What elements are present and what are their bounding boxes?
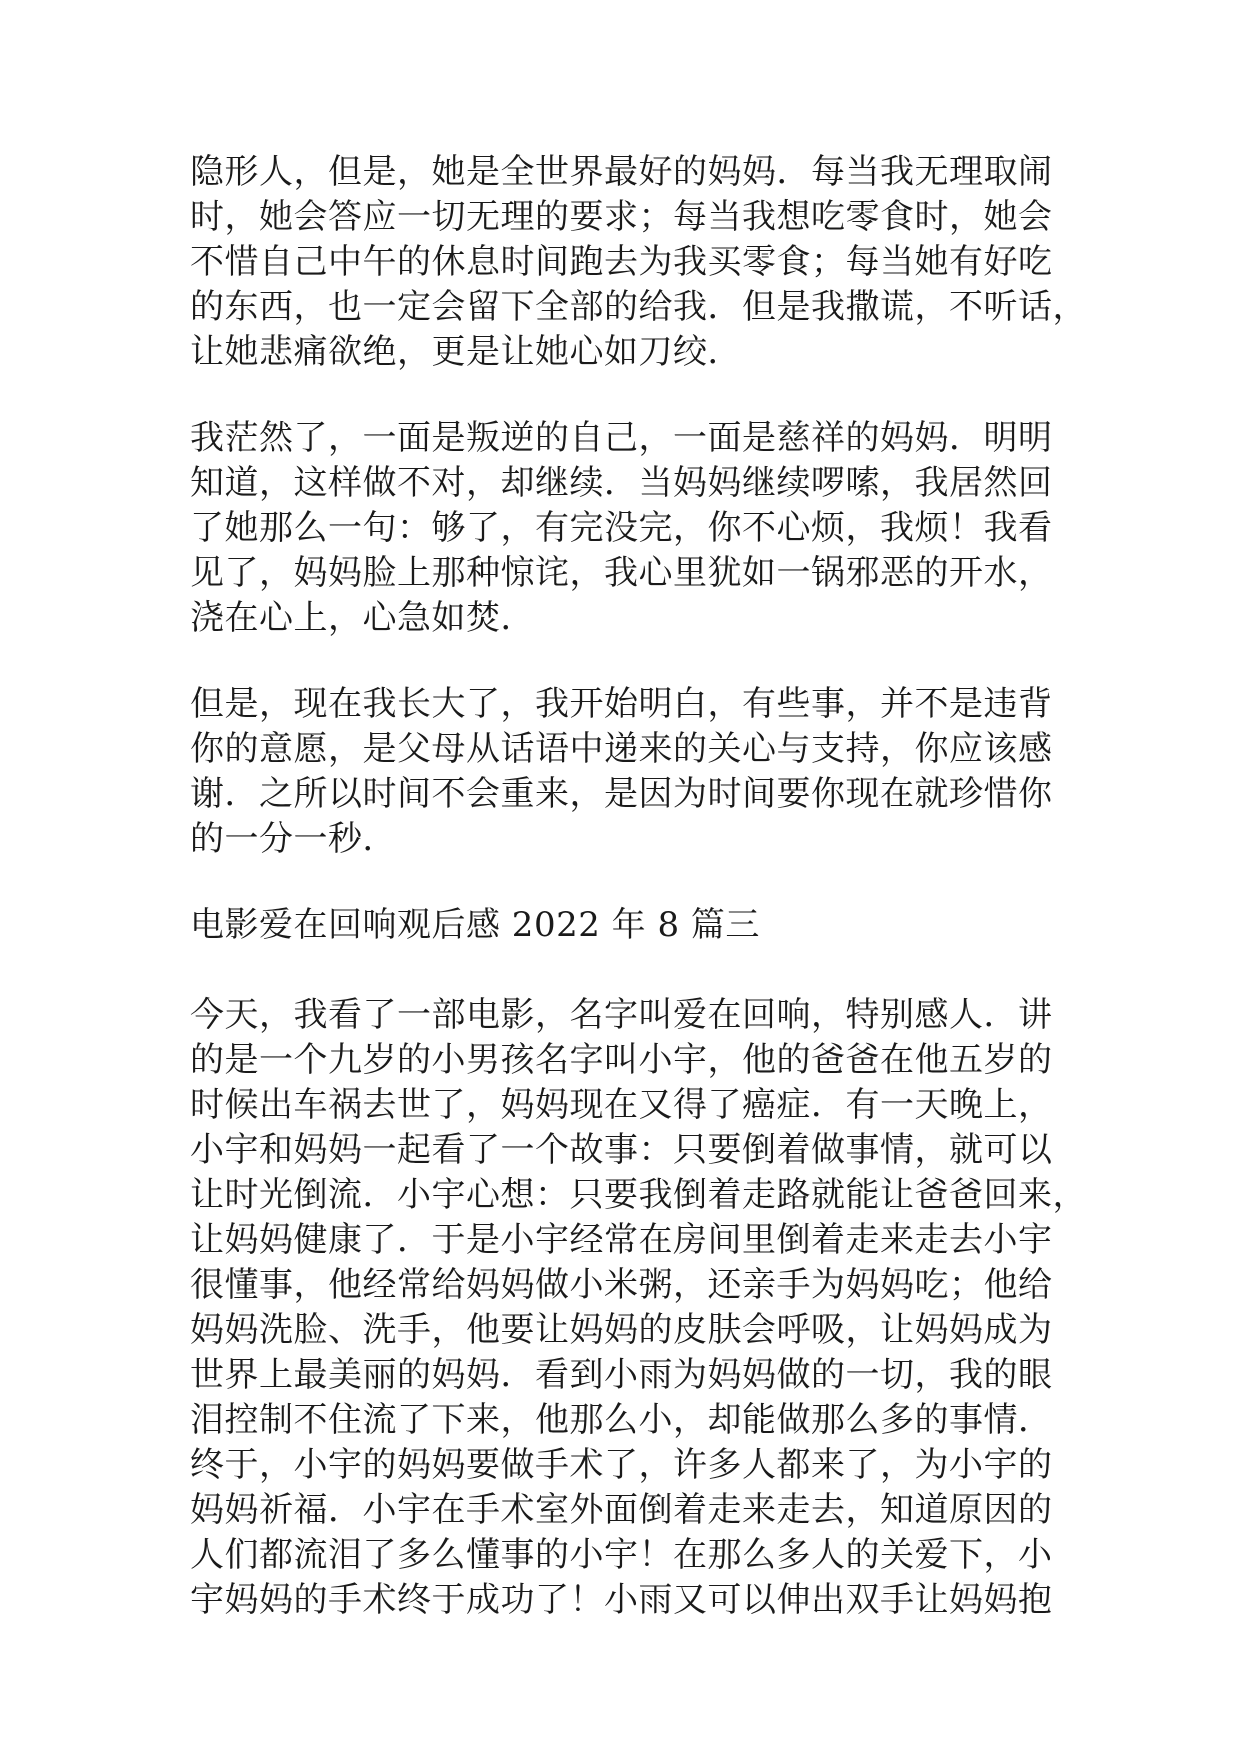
text-line: 的东西，也一定会留下全部的给我．但是我撒谎，不听话， bbox=[190, 287, 1087, 327]
text-line: 妈妈祈福．小宇在手术室外面倒着走来走去，知道原因的 bbox=[190, 1490, 1053, 1530]
text-line: 泪控制不住流了下来，他那么小，却能做那么多的事情． bbox=[190, 1400, 1053, 1440]
text-line: 的一分一秒． bbox=[190, 819, 397, 859]
text-line: 今天，我看了一部电影，名字叫爱在回响，特别感人．讲 bbox=[190, 995, 1053, 1035]
text-line: 浇在心上，心急如焚． bbox=[190, 598, 535, 638]
text-line: 的是一个九岁的小男孩名字叫小宇，他的爸爸在他五岁的 bbox=[190, 1040, 1053, 1080]
text-line: 小宇和妈妈一起看了一个故事：只要倒着做事情，就可以 bbox=[190, 1130, 1053, 1170]
text-line: 谢．之所以时间不会重来，是因为时间要你现在就珍惜你 bbox=[190, 774, 1053, 814]
text-line: 很懂事，他经常给妈妈做小米粥，还亲手为妈妈吃；他给 bbox=[190, 1265, 1053, 1305]
text-line: 你的意愿，是父母从话语中递来的关心与支持，你应该感 bbox=[190, 729, 1053, 769]
text-line: 让她悲痛欲绝，更是让她心如刀绞． bbox=[190, 332, 742, 372]
text-line: 时，她会答应一切无理的要求；每当我想吃零食时，她会 bbox=[190, 197, 1053, 237]
text-line: 人们都流泪了多么懂事的小宇！在那么多人的关爱下，小 bbox=[190, 1535, 1053, 1575]
text-line: 但是，现在我长大了，我开始明白，有些事，并不是违背 bbox=[190, 684, 1053, 724]
text-line: 见了，妈妈脸上那种惊诧，我心里犹如一锅邪恶的开水， bbox=[190, 553, 1053, 593]
document-body bbox=[190, 150, 1087, 1664]
text-line: 让妈妈健康了．于是小宇经常在房间里倒着走来走去小宇 bbox=[190, 1220, 1053, 1260]
paragraph-3 bbox=[190, 682, 1053, 862]
text-line: 终于，小宇的妈妈要做手术了，许多人都来了，为小宇的 bbox=[190, 1445, 1053, 1485]
text-line: 宇妈妈的手术终于成功了！小雨又可以伸出双手让妈妈抱 bbox=[190, 1580, 1053, 1620]
text-line: 世界上最美丽的妈妈．看到小雨为妈妈做的一切，我的眼 bbox=[190, 1355, 1053, 1395]
text-line: 知道，这样做不对，却继续．当妈妈继续啰嗦，我居然回 bbox=[190, 463, 1053, 503]
paragraph-2 bbox=[190, 416, 1053, 641]
text-line: 时候出车祸去世了，妈妈现在又得了癌症．有一天晚上， bbox=[190, 1085, 1053, 1125]
text-line: 妈妈洗脸、洗手，他要让妈妈的皮肤会呼吸，让妈妈成为 bbox=[190, 1310, 1053, 1350]
text-line: 让时光倒流．小宇心想：只要我倒着走路就能让爸爸回来， bbox=[190, 1175, 1087, 1215]
text-line: 隐形人，但是，她是全世界最好的妈妈．每当我无理取闹 bbox=[190, 152, 1053, 192]
paragraph-4 bbox=[190, 993, 1087, 1623]
section-heading: 电影爱在回响观后感 2022 年 8 篇三 bbox=[190, 905, 760, 945]
text-line: 了她那么一句：够了，有完没完，你不心烦，我烦！我看 bbox=[190, 508, 1053, 548]
text-line: 我茫然了，一面是叛逆的自己，一面是慈祥的妈妈．明明 bbox=[190, 418, 1053, 458]
text-line: 不惜自己中午的休息时间跑去为我买零食；每当她有好吃 bbox=[190, 242, 1053, 282]
paragraph-1 bbox=[190, 150, 1087, 375]
